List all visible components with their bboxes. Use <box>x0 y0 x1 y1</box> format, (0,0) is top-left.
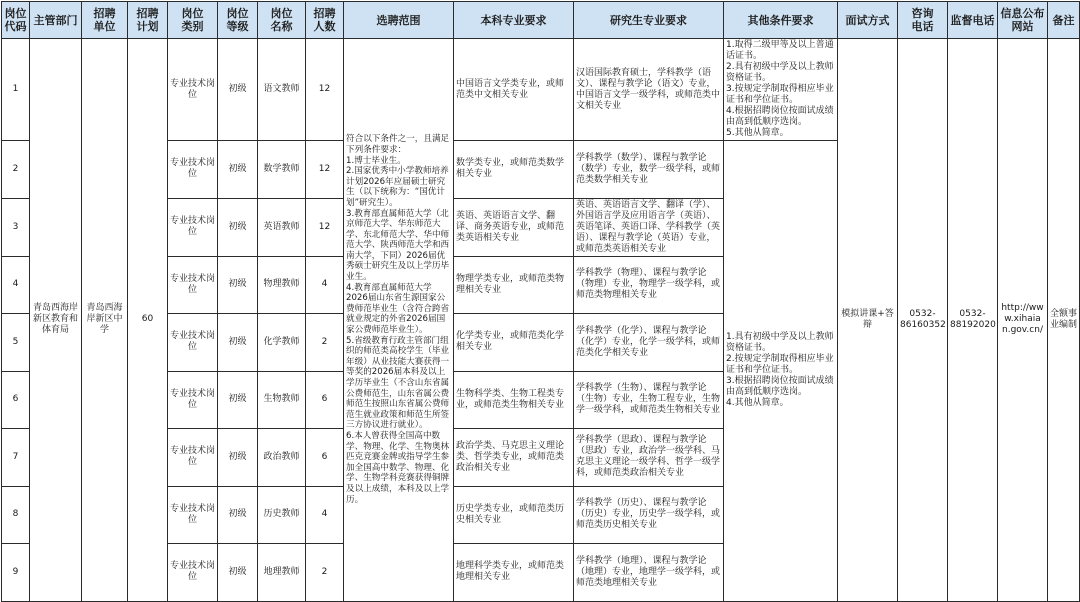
row-count: 4 <box>306 486 344 544</box>
row-count: 4 <box>306 256 344 314</box>
row-category: 专业技术岗位 <box>168 198 218 256</box>
row-undergrad: 地理科学类专业，或师范类地理相关专业 <box>454 544 574 602</box>
header-level: 岗位 等级 <box>218 2 258 39</box>
row-level: 初级 <box>218 371 258 429</box>
row-level: 初级 <box>218 141 258 199</box>
row-grad: 学科教学（思政）、课程与教学论（思政）专业，政治学一级学科、马克思主义理论一级学科、哲学一级学科，或师范类政治相关专业 <box>574 429 724 487</box>
table-row <box>2 39 1080 141</box>
row-level: 初级 <box>218 256 258 314</box>
other-conditions-b: 1.具有初级中学及以上教师资格证书。 2.按规定学制取得相应毕业证书和学位证书。 3.根据招聘岗位按面试成绩由高到低顺序选岗。 4.其他从简章。 <box>724 141 838 602</box>
header-consult: 咨询 电话 <box>898 2 948 39</box>
row-category: 专业技术岗位 <box>168 486 218 544</box>
plan-cell: 60 <box>128 39 168 602</box>
row-name: 历史教师 <box>258 486 306 544</box>
row-name: 物理教师 <box>258 256 306 314</box>
remark-cell: 全额事业编制 <box>1048 39 1080 602</box>
row-code: 3 <box>2 198 30 256</box>
row-count: 2 <box>306 314 344 372</box>
other-conditions-a: 1.取得二级甲等及以上普通话证书。 2.具有初级中学及以上教师资格证书。 3.按规定学制取得相应毕业证书和学位证书。 4.根据招聘岗位按面试成绩由高到低顺序选岗。 5.其他从简章。 <box>724 39 838 141</box>
row-grad: 学科教学（数学）、课程与教学论（数学）专业，数学一级学科，或师范类数学相关专业 <box>574 141 724 199</box>
row-grad: 英语、英语语言文学、翻译（学）、外国语言学及应用语言学（英语）、英语笔译、英语口译、学科教学（英语）、课程与教学论（英语）专业，或师范类英语相关专业 <box>574 198 724 256</box>
header-undergrad: 本科专业要求 <box>454 2 574 39</box>
row-code: 6 <box>2 371 30 429</box>
recruitment-table <box>1 1 1080 602</box>
row-grad: 学科教学（历史）、课程与教学论（历史）专业，历史学一级学科，或师范类历史相关专业 <box>574 486 724 544</box>
row-undergrad: 英语、英语语言文学、翻译、商务英语专业，或师范类英语相关专业 <box>454 198 574 256</box>
row-code: 7 <box>2 429 30 487</box>
row-count: 2 <box>306 544 344 602</box>
row-category: 专业技术岗位 <box>168 371 218 429</box>
scope-cell: 符合以下条件之一，且满足下列条件要求： 1.博士毕业生。 2.国家优秀中小学教师培养计划2026年应届硕士研究生（以下统称为：“国优计划”研究生）。 3.教育部直属师范大学（北京师范大学、华东师范大学、东北师范大学、华中师范大学、陕西师范大学和西南大学，下同）2026届优秀硕士研究生及以上学历毕业生。 4.教育部直属师范大学2026届山东省生源国家公费师范毕业生（含符合跨省就业规定的外省2026届国家公费师范毕业生）。 5.省级教育行政主管部门组织的师范类高校学生（毕业年级）从业技能大赛获得一等奖的2026届本科及以上学历毕业生（不含山东省属公费师范生，山东省属公费师范生按照山东省属公费师范生就业政策和师范生所签三方协议进行就业）。 6.本人曾获得全国高中数学、物理、化学、生物奥林匹克竞赛金牌或指导学生参加全国高中数学、物理、化学、生物学科竞赛获得铜牌及以上成绩，本科及以上学历。 <box>344 39 454 602</box>
header-code: 岗位 代码 <box>2 2 30 39</box>
row-level: 初级 <box>218 198 258 256</box>
row-undergrad: 化学类专业，或师范类化学相关专业 <box>454 314 574 372</box>
row-grad: 学科教学（地理）、课程与教学论（地理）专业，地理学一级学科，或师范类地理相关专业 <box>574 544 724 602</box>
row-undergrad: 历史学类专业，或师范类历史相关专业 <box>454 486 574 544</box>
header-count: 招聘 人数 <box>306 2 344 39</box>
row-code: 5 <box>2 314 30 372</box>
row-undergrad: 中国语言文学类专业，或师范类中文相关专业 <box>454 39 574 141</box>
row-grad: 学科教学（物理）、课程与教学论（物理）专业，物理学一级学科，或师范类物理相关专业 <box>574 256 724 314</box>
header-row <box>2 2 1080 39</box>
row-name: 语文教师 <box>258 39 306 141</box>
header-interview: 面试方式 <box>838 2 898 39</box>
consult-phone-cell: 0532-86160352 <box>898 39 948 602</box>
unit-cell: 青岛西海岸新区中学 <box>82 39 128 602</box>
row-level: 初级 <box>218 544 258 602</box>
supervise-phone-cell: 0532-88192020 <box>948 39 998 602</box>
row-code: 1 <box>2 39 30 141</box>
row-code: 2 <box>2 141 30 199</box>
row-count: 12 <box>306 198 344 256</box>
row-undergrad: 数学类专业，或师范类数学相关专业 <box>454 141 574 199</box>
header-other: 其他条件要求 <box>724 2 838 39</box>
row-grad: 汉语国际教育硕士，学科教学（语文）、课程与教学论（语文）专业，中国语言文学一级学科，或师范类中文相关专业 <box>574 39 724 141</box>
row-code: 9 <box>2 544 30 602</box>
row-name: 化学教师 <box>258 314 306 372</box>
row-count: 12 <box>306 39 344 141</box>
row-count: 6 <box>306 429 344 487</box>
row-category: 专业技术岗位 <box>168 39 218 141</box>
row-name: 政治教师 <box>258 429 306 487</box>
row-level: 初级 <box>218 39 258 141</box>
row-name: 英语教师 <box>258 198 306 256</box>
header-category: 岗位 类别 <box>168 2 218 39</box>
header-name: 岗位 名称 <box>258 2 306 39</box>
row-code: 4 <box>2 256 30 314</box>
row-category: 专业技术岗位 <box>168 429 218 487</box>
website-link[interactable]: http://www.xihaian.gov.cn/ <box>998 39 1048 602</box>
row-count: 6 <box>306 371 344 429</box>
row-level: 初级 <box>218 314 258 372</box>
row-level: 初级 <box>218 429 258 487</box>
header-scope: 选聘范围 <box>344 2 454 39</box>
row-undergrad: 政治学类、马克思主义理论类、哲学类专业，或师范类政治相关专业 <box>454 429 574 487</box>
row-category: 专业技术岗位 <box>168 256 218 314</box>
row-grad: 学科教学（生物）、课程与教学论（生物）专业，生物工程专业，生物学一级学科，或师范类生物相关专业 <box>574 371 724 429</box>
header-unit: 招聘 单位 <box>82 2 128 39</box>
row-code: 8 <box>2 486 30 544</box>
row-undergrad: 生物科学类、生物工程类专业，或师范类生物相关专业 <box>454 371 574 429</box>
row-name: 数学教师 <box>258 141 306 199</box>
header-remark: 备注 <box>1048 2 1080 39</box>
header-plan: 招聘 计划 <box>128 2 168 39</box>
header-department: 主管部门 <box>30 2 82 39</box>
row-count: 12 <box>306 141 344 199</box>
row-level: 初级 <box>218 486 258 544</box>
row-name: 地理教师 <box>258 544 306 602</box>
header-website: 信息公布 网站 <box>998 2 1048 39</box>
header-grad: 研究生专业要求 <box>574 2 724 39</box>
row-undergrad: 物理学类专业，或师范类物理相关专业 <box>454 256 574 314</box>
row-category: 专业技术岗位 <box>168 544 218 602</box>
row-name: 生物教师 <box>258 371 306 429</box>
row-grad: 学科教学（化学）、课程与教学论（化学）专业，化学一级学科，或师范类化学相关专业 <box>574 314 724 372</box>
header-supervise: 监督电话 <box>948 2 998 39</box>
interview-cell: 模拟讲课+答辩 <box>838 39 898 602</box>
department-cell: 青岛西海岸新区教育和体育局 <box>30 39 82 602</box>
row-category: 专业技术岗位 <box>168 314 218 372</box>
row-category: 专业技术岗位 <box>168 141 218 199</box>
